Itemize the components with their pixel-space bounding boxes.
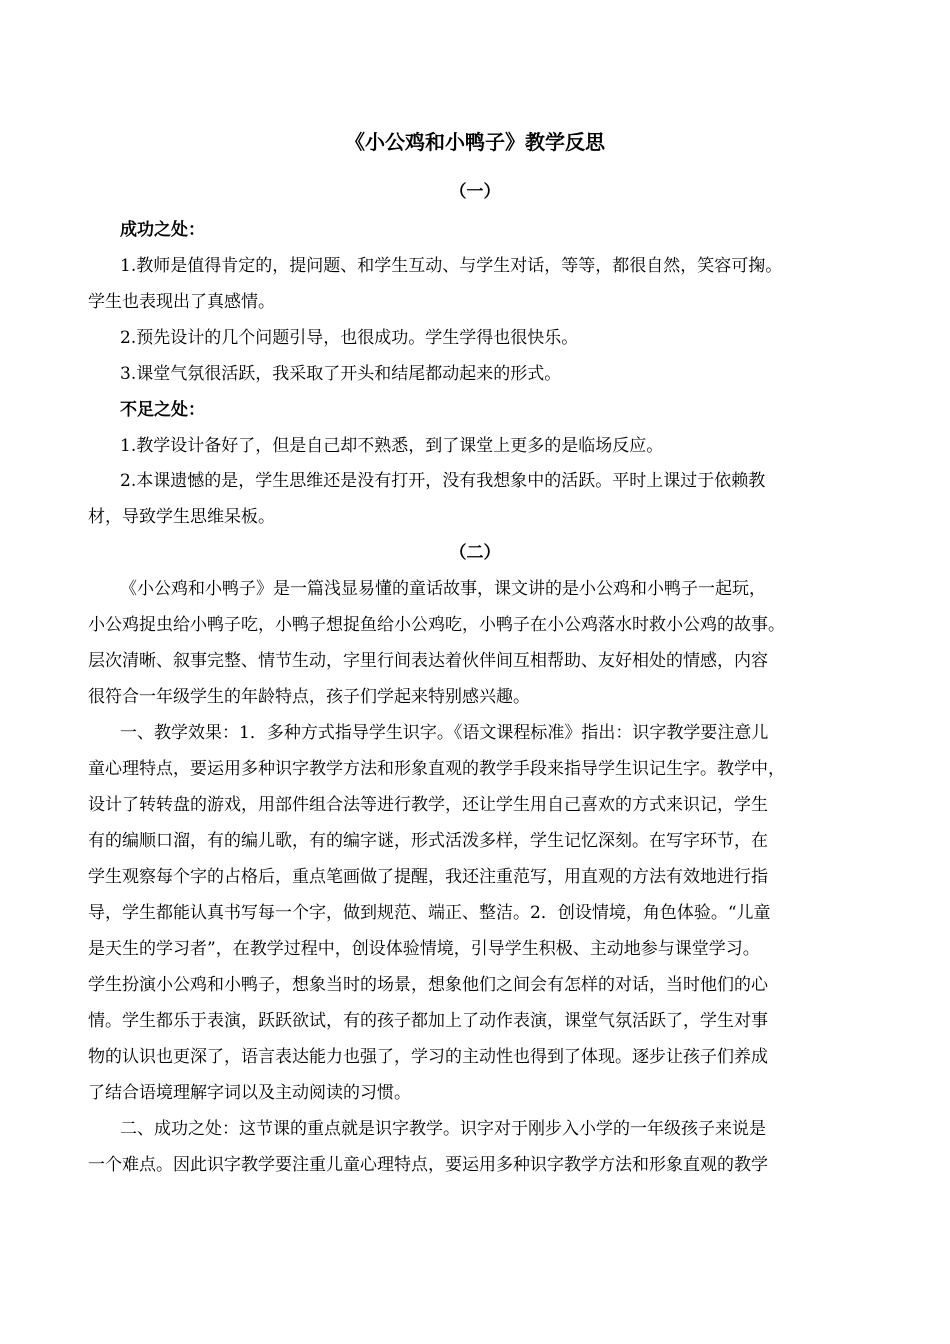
body-line: 学生扮演小公鸡和小鸭子，想象当时的场景，想象他们之间会有怎样的对话，当时他们的心: [88, 975, 768, 995]
success-heading: 成功之处：: [120, 220, 205, 240]
body-line: 有的编顺口溜，有的编儿歌，有的编字谜，形式活泼多样，学生记忆深刻。在写字环节，在: [88, 831, 768, 851]
success-point-1-cont: 学生也表现出了真感情。: [88, 292, 275, 312]
body-line: 层次清晰、叙事完整、情节生动，字里行间表达着伙伴间互相帮助、友好相处的情感，内容: [88, 651, 768, 671]
body-line: 导，学生都能认真书写每一个字，做到规范、端正、整洁。2．创设情境，角色体验。“儿童: [88, 903, 771, 923]
section-heading-two: （二）: [449, 543, 501, 563]
shortcoming-point-2-cont: 材，导致学生思维呆板。: [88, 507, 275, 527]
body-line: 小公鸡捉虫给小鸭子吃，小鸭子想捉鱼给小公鸡吃，小鸭子在小公鸡落水时救小公鸡的故事。: [88, 615, 785, 635]
body-line: 了结合语境理解字词以及主动阅读的习惯。: [88, 1083, 411, 1103]
success-point-2: 2.预先设计的几个问题引导，也很成功。学生学得也很快乐。: [120, 328, 579, 348]
body-line: 童心理特点，要运用多种识字教学方法和形象直观的教学手段来指导学生识记生字。教学中，: [88, 759, 785, 779]
document-title: 《小公鸡和小鸭子》教学反思: [345, 130, 605, 154]
body-line: 很符合一年级学生的年龄特点，孩子们学起来特别感兴趣。: [88, 687, 530, 707]
body-line: 设计了转转盘的游戏，用部件组合法等进行教学，还让学生用自己喜欢的方式来识记，学生: [88, 795, 768, 815]
success-point-3: 3.课堂气氛很活跃，我采取了开头和结尾都动起来的形式。: [120, 364, 562, 384]
body-line: 是天生的学习者”，在教学过程中，创设体验情境，引导学生积极、主动地参与课堂学习。: [88, 939, 760, 959]
body-line: 情。学生都乐于表演，跃跃欲试，有的孩子都加上了动作表演，课堂气氛活跃了，学生对事: [88, 1011, 768, 1031]
shortcoming-heading: 不足之处：: [120, 400, 205, 420]
body-line: 一、教学效果：1．多种方式指导学生识字。《语文课程标准》指出：识字教学要注意儿: [120, 723, 769, 743]
body-line: 学生观察每个字的占格后，重点笔画做了提醒，我还注重范写，用直观的方法有效地进行指: [88, 867, 768, 887]
body-line: 二、成功之处：这节课的重点就是识字教学。识字对于刚步入小学的一年级孩子来说是: [120, 1119, 766, 1139]
success-point-1: 1.教师是值得肯定的，提问题、和学生互动、与学生对话，等等，都很自然，笑容可掬。: [120, 256, 783, 276]
body-line: 《小公鸡和小鸭子》是一篇浅显易懂的童话故事，课文讲的是小公鸡和小鸭子一起玩，: [120, 579, 766, 599]
body-line: 一个难点。因此识字教学要注重儿童心理特点，要运用多种识字教学方法和形象直观的教学: [88, 1155, 768, 1175]
shortcoming-point-1: 1.教学设计备好了，但是自己却不熟悉，到了课堂上更多的是临场反应。: [120, 436, 664, 456]
shortcoming-point-2: 2.本课遗憾的是，学生思维还是没有打开，没有我想象中的活跃。平时上课过于依赖教: [120, 471, 766, 491]
body-line: 物的认识也更深了，语言表达能力也强了，学习的主动性也得到了体现。逐步让孩子们养成: [88, 1047, 768, 1067]
section-heading-one: （一）: [449, 182, 501, 202]
